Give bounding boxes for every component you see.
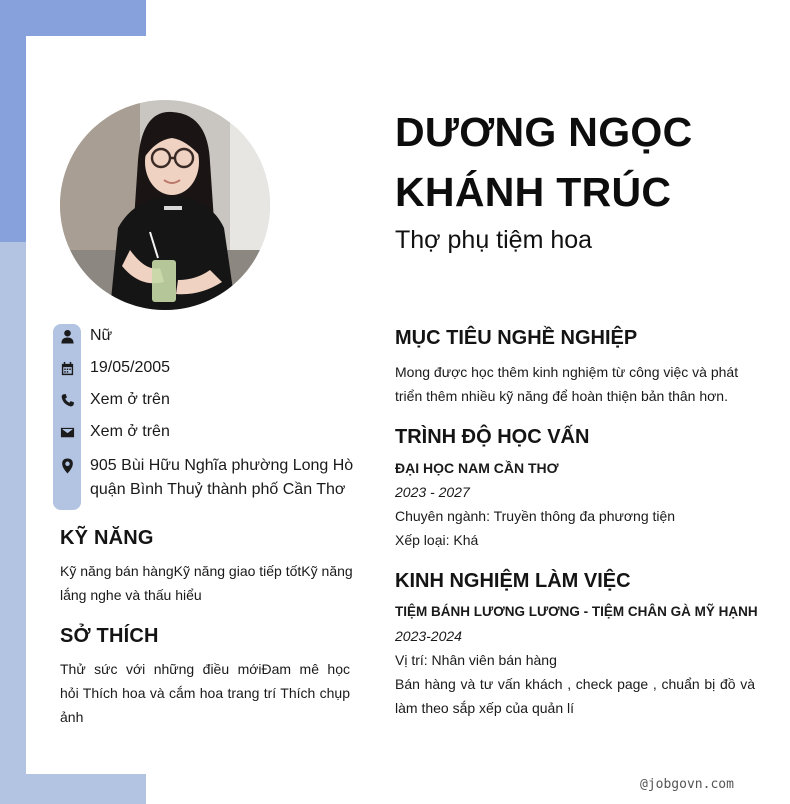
objective-text [395, 360, 755, 408]
contact-email [53, 420, 353, 444]
experience-desc-line-2: làm theo sắp xếp của quản lí [395, 700, 575, 716]
phone-icon [53, 393, 81, 408]
hobbies-title: SỞ THÍCH [60, 625, 159, 647]
location-icon [53, 458, 81, 474]
school-name: ĐẠI HỌC NAM CẦN THƠ [395, 460, 559, 476]
contact-icon-pill [53, 324, 81, 510]
contact-phone [53, 388, 353, 412]
watermark: @jobgovn.com [640, 777, 734, 792]
address-text [90, 454, 360, 502]
education-grade: Xếp loại: Khá [395, 532, 479, 548]
person-icon [53, 329, 81, 344]
email-text: Xem ở trên [90, 423, 170, 440]
company-name: TIỆM BÁNH LƯƠNG LƯƠNG - TIỆM CHÂN GÀ MỸ HẠNH [395, 604, 758, 619]
profile-photo [60, 100, 270, 310]
education-title: TRÌNH ĐỘ HỌC VẤN [395, 426, 590, 448]
name-line-2: KHÁNH TRÚC [395, 169, 672, 215]
skills-line-1: Kỹ năng bán hàngKỹ năng giao tiếp tốtKỹ năng [60, 563, 353, 579]
gender-text: Nữ [90, 327, 113, 344]
candidate-name [395, 102, 775, 222]
hobbies-line-2: hỏi Thích hoa và cắm hoa trang trí Thích chụp [60, 685, 350, 701]
objective-line-1: Mong được học thêm kinh nghiệm từ công việc và phát [395, 364, 739, 380]
hobbies-text [60, 657, 350, 729]
experience-details [395, 600, 758, 720]
skills-title: KỸ NĂNG [60, 527, 154, 549]
education-major: Chuyên ngành: Truyền thông đa phương tiện [395, 508, 676, 524]
mail-icon [53, 425, 81, 440]
objective-line-2: triển thêm nhiều kỹ năng để hoàn thiện bản thân hơn. [395, 388, 728, 404]
profile-photo-illustration [60, 100, 270, 310]
education-years: 2023 - 2027 [395, 484, 470, 500]
skills-text [60, 559, 360, 607]
education-details [395, 456, 765, 552]
name-line-1: DƯƠNG NGỌC [395, 109, 693, 155]
birthday-text: 19/05/2005 [90, 359, 171, 376]
phone-text: Xem ở trên [90, 391, 170, 408]
experience-desc-line-1: Bán hàng và tư vấn khách , check page , chuẩn bị đồ và [395, 676, 755, 692]
experience-position: Vị trí: Nhân viên bán hàng [395, 652, 557, 668]
hobbies-line-3: ảnh [60, 709, 84, 725]
objective-title: MỤC TIÊU NGHỀ NGHIỆP [395, 327, 638, 349]
contact-birthday [53, 356, 353, 380]
calendar-icon [53, 361, 81, 376]
address-line-2: quận Bình Thuỷ thành phố Cần Thơ [90, 481, 346, 498]
address-line-1: 905 Bùi Hữu Nghĩa phường Long Hò [90, 457, 354, 474]
experience-title: KINH NGHIỆM LÀM VIỆC [395, 570, 631, 592]
job-title: Thợ phụ tiệm hoa [395, 226, 593, 254]
contact-gender [53, 324, 353, 348]
hobbies-line-1: Thử sức với những điều mớiĐam mê học [60, 661, 350, 677]
skills-line-2: lắng nghe và thấu hiểu [60, 587, 202, 603]
experience-years: 2023-2024 [395, 628, 462, 644]
